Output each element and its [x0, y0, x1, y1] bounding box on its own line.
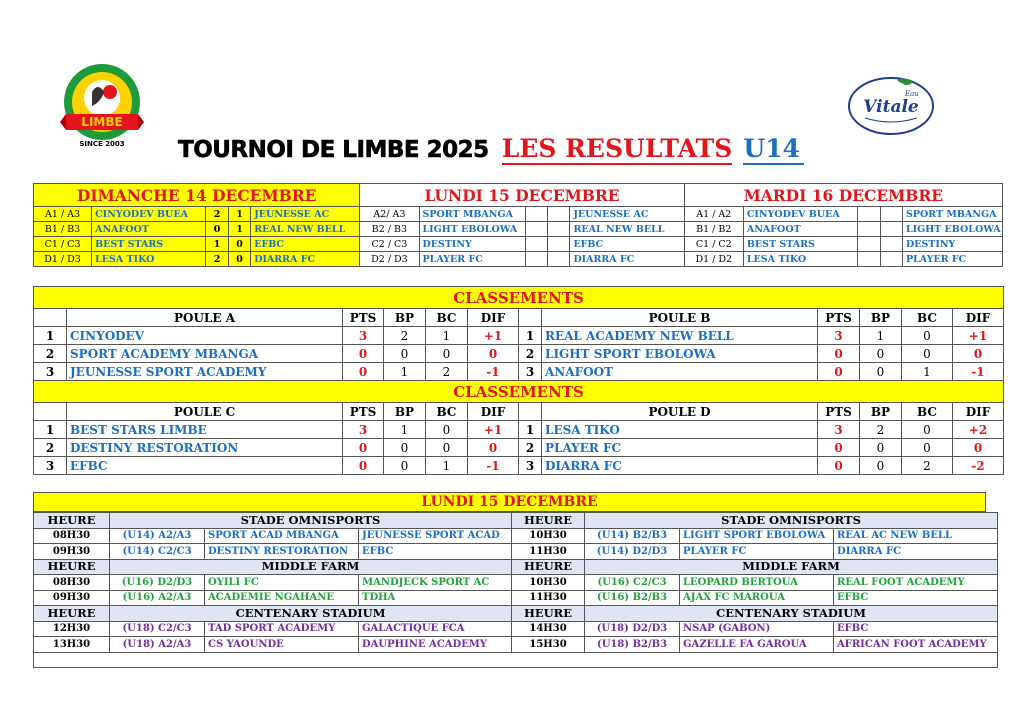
rank: 2: [519, 345, 542, 363]
home-score: 2: [206, 252, 228, 267]
points: 0: [343, 345, 384, 363]
points: 3: [343, 421, 384, 439]
tournament-title: TOURNOI DE LIMBE 2025: [178, 137, 489, 163]
match-time: 14H30: [512, 621, 585, 637]
match-time: 11H30: [512, 544, 585, 560]
away-score-empty: [548, 207, 570, 222]
day-header-tuesday: MARDI 16 DECEMBRE: [684, 184, 1002, 207]
home-team: LIGHT EBOLOWA: [419, 222, 525, 237]
goals-for: 2: [384, 327, 426, 345]
rank: 1: [34, 327, 67, 345]
rank: 2: [519, 439, 542, 457]
away-team: DESTINY: [902, 237, 1002, 252]
match-code: C1 / C2: [684, 237, 743, 252]
away-team: DIARRA FC: [834, 544, 998, 560]
match-code: C1 / C3: [34, 237, 92, 252]
venue-name: CENTENARY STADIUM: [110, 606, 512, 622]
home-score-empty: [525, 222, 547, 237]
away-score-empty: [880, 252, 902, 267]
match-code: B1 / B3: [34, 222, 92, 237]
goals-for: 0: [384, 345, 426, 363]
pts-header: PTS: [343, 309, 384, 327]
rank-header: [34, 403, 67, 421]
venue-name: STADE OMNISPORTS: [585, 513, 998, 529]
home-team: BEST STARS: [92, 237, 206, 252]
rank: 1: [34, 421, 67, 439]
rank: 3: [34, 363, 67, 381]
away-score: 0: [228, 252, 250, 267]
table-row: [34, 363, 1004, 381]
goals-for: 0: [384, 457, 426, 475]
away-team: MANDJECK SPORT AC: [359, 575, 512, 591]
away-team: DAUPHINE ACADEMY: [359, 637, 512, 653]
team-name: LIGHT SPORT EBOLOWA: [542, 345, 818, 363]
points: 0: [818, 363, 860, 381]
match-code: A2/ A3: [360, 207, 419, 222]
points: 0: [818, 345, 860, 363]
match-time: 10H30: [512, 575, 585, 591]
match-code: D1 / D3: [34, 252, 92, 267]
goals-against: 0: [902, 327, 953, 345]
match-time: 09H30: [34, 590, 110, 606]
home-team: NSAP (GABON): [680, 621, 834, 637]
home-score-empty: [858, 252, 880, 267]
goal-difference: -2: [953, 457, 1004, 475]
match-category: (U16) B2/B3: [585, 590, 680, 606]
goals-against: 1: [426, 327, 468, 345]
rank-header: [34, 309, 67, 327]
table-row: [34, 575, 998, 591]
home-team: LEOPARD BERTOUA: [680, 575, 834, 591]
away-team: REAL AC NEW BELL: [834, 528, 998, 544]
bp-header: BP: [860, 403, 902, 421]
results-title: LES RESULTATS: [501, 134, 733, 163]
home-score: 0: [206, 222, 228, 237]
match-category: (U18) D2/D3: [585, 621, 680, 637]
dif-header: DIF: [953, 403, 1004, 421]
team-name: DESTINY RESTORATION: [67, 439, 343, 457]
match-category: (U14) D2/D3: [585, 544, 680, 560]
vitale-water-logo: [845, 72, 937, 138]
home-score-empty: [525, 207, 547, 222]
standings-header-row: [34, 309, 1004, 327]
match-code: C2 / C3: [360, 237, 419, 252]
goal-difference: 0: [468, 345, 519, 363]
match-code: D1 / D2: [684, 252, 743, 267]
svg-text:Eau: Eau: [905, 90, 919, 98]
results-table: [33, 183, 1003, 267]
points: 0: [818, 457, 860, 475]
venue-header-row: [34, 606, 998, 622]
match-category: (U18) B2/B3: [585, 637, 680, 653]
match-category: (U16) D2/D3: [110, 575, 205, 591]
standings-table: [33, 286, 1004, 475]
match-category: (U18) A2/A3: [110, 637, 205, 653]
match-time: 10H30: [512, 528, 585, 544]
heure-header: HEURE: [34, 559, 110, 575]
home-team: CINYODEV BUEA: [92, 207, 206, 222]
goal-difference: 0: [468, 439, 519, 457]
table-row: [34, 544, 998, 560]
goal-difference: 0: [953, 345, 1004, 363]
table-row: [34, 252, 1003, 267]
bc-header: BC: [902, 309, 953, 327]
table-row: [34, 327, 1004, 345]
rank: 3: [34, 457, 67, 475]
match-time: 15H30: [512, 637, 585, 653]
goal-difference: 0: [953, 439, 1004, 457]
away-team: TDHA: [359, 590, 512, 606]
day-header-sunday: DIMANCHE 14 DECEMBRE: [34, 184, 360, 207]
bc-header: BC: [426, 309, 468, 327]
dif-header: DIF: [468, 309, 519, 327]
home-team: PLAYER FC: [680, 544, 834, 560]
home-team: TAD SPORT ACADEMY: [205, 621, 359, 637]
goals-against: 0: [902, 345, 953, 363]
schedule-banner: LUNDI 15 DECEMBRE: [33, 492, 986, 512]
match-time: 08H30: [34, 528, 110, 544]
away-team: EFBC: [251, 237, 360, 252]
goals-for: 0: [860, 439, 902, 457]
heure-header: HEURE: [512, 559, 585, 575]
group-name: POULE B: [542, 309, 818, 327]
away-team: JEUNESSE SPORT ACAD: [359, 528, 512, 544]
table-row: [34, 439, 1004, 457]
home-score-empty: [858, 222, 880, 237]
home-team: SPORT MBANGA: [419, 207, 525, 222]
heure-header: HEURE: [512, 513, 585, 529]
table-row: [34, 421, 1004, 439]
home-score: 2: [206, 207, 228, 222]
points: 3: [818, 327, 860, 345]
goals-against: 0: [902, 439, 953, 457]
home-team: ANAFOOT: [92, 222, 206, 237]
home-team: LESA TIKO: [743, 252, 857, 267]
limbe-tournament-logo: [58, 62, 146, 150]
home-score-empty: [858, 237, 880, 252]
away-team: JEUNESSE AC: [570, 207, 684, 222]
heure-header: HEURE: [34, 606, 110, 622]
table-row: [34, 590, 998, 606]
away-team: EFBC: [359, 544, 512, 560]
goal-difference: +1: [953, 327, 1004, 345]
home-team: CINYODEV BUEA: [743, 207, 857, 222]
goals-for: 1: [860, 327, 902, 345]
match-code: A1 / A3: [34, 207, 92, 222]
match-code: B2 / B3: [360, 222, 419, 237]
empty-cell: [34, 652, 998, 667]
match-time: 08H30: [34, 575, 110, 591]
rank: 2: [34, 439, 67, 457]
match-code: B1 / B2: [684, 222, 743, 237]
points: 0: [818, 439, 860, 457]
team-name: CINYODEV: [67, 327, 343, 345]
away-team: PLAYER FC: [902, 252, 1002, 267]
home-team: BEST STARS: [743, 237, 857, 252]
match-code: A1 / A2: [684, 207, 743, 222]
home-team: LIGHT SPORT EBOLOWA: [680, 528, 834, 544]
team-name: DIARRA FC: [542, 457, 818, 475]
rank: 2: [34, 345, 67, 363]
table-row: [34, 621, 998, 637]
team-name: PLAYER FC: [542, 439, 818, 457]
away-team: LIGHT EBOLOWA: [902, 222, 1002, 237]
goal-difference: +1: [468, 327, 519, 345]
home-team: GAZELLE FA GAROUA: [680, 637, 834, 653]
bc-header: BC: [902, 403, 953, 421]
standings-banner: CLASSEMENTS: [34, 381, 1004, 403]
pts-header: PTS: [343, 403, 384, 421]
goals-against: 0: [426, 439, 468, 457]
team-name: SPORT ACADEMY MBANGA: [67, 345, 343, 363]
away-team: REAL NEW BELL: [570, 222, 684, 237]
away-team: EFBC: [834, 621, 998, 637]
goals-for: 0: [860, 457, 902, 475]
home-team: SPORT ACAD MBANGA: [205, 528, 359, 544]
table-row: [34, 637, 998, 653]
rank: 3: [519, 363, 542, 381]
match-time: 11H30: [512, 590, 585, 606]
dif-header: DIF: [953, 309, 1004, 327]
home-score-empty: [858, 207, 880, 222]
away-team: GALACTIQUE FCA: [359, 621, 512, 637]
points: 3: [818, 421, 860, 439]
category-title: U14: [743, 134, 804, 165]
group-name: POULE A: [67, 309, 343, 327]
team-name: BEST STARS LIMBE: [67, 421, 343, 439]
away-team: SPORT MBANGA: [902, 207, 1002, 222]
table-row: [34, 222, 1003, 237]
team-name: REAL ACADEMY NEW BELL: [542, 327, 818, 345]
away-team: DIARRA FC: [570, 252, 684, 267]
away-team: REAL FOOT ACADEMY: [834, 575, 998, 591]
goals-against: 0: [426, 421, 468, 439]
heure-header: HEURE: [512, 606, 585, 622]
venue-name: CENTENARY STADIUM: [585, 606, 998, 622]
away-team: DIARRA FC: [251, 252, 360, 267]
venue-name: STADE OMNISPORTS: [110, 513, 512, 529]
points: 0: [343, 457, 384, 475]
schedule-table: [33, 512, 998, 668]
home-score-empty: [525, 237, 547, 252]
venue-header-row: [34, 513, 998, 529]
match-code: D2 / D3: [360, 252, 419, 267]
table-row-empty: [34, 652, 998, 667]
home-team: OYILI FC: [205, 575, 359, 591]
match-category: (U16) A2/A3: [110, 590, 205, 606]
goal-difference: -1: [953, 363, 1004, 381]
match-category: (U14) A2/A3: [110, 528, 205, 544]
goals-for: 1: [384, 363, 426, 381]
away-score-empty: [548, 252, 570, 267]
goals-against: 2: [902, 457, 953, 475]
goals-for: 1: [384, 421, 426, 439]
match-time: 12H30: [34, 621, 110, 637]
away-team: EFBC: [570, 237, 684, 252]
rank: 3: [519, 457, 542, 475]
away-score-empty: [548, 237, 570, 252]
home-team: AJAX FC MAROUA: [680, 590, 834, 606]
table-row: [34, 237, 1003, 252]
rank-header: [519, 403, 542, 421]
table-row: [34, 457, 1004, 475]
rank: 1: [519, 421, 542, 439]
away-score: 1: [228, 222, 250, 237]
team-name: ANAFOOT: [542, 363, 818, 381]
group-name: POULE C: [67, 403, 343, 421]
goal-difference: +2: [953, 421, 1004, 439]
away-team: EFBC: [834, 590, 998, 606]
venue-name: MIDDLE FARM: [110, 559, 512, 575]
home-score: 1: [206, 237, 228, 252]
bp-header: BP: [384, 403, 426, 421]
away-team: REAL NEW BELL: [251, 222, 360, 237]
dif-header: DIF: [468, 403, 519, 421]
rank-header: [519, 309, 542, 327]
goals-against: 2: [426, 363, 468, 381]
match-category: (U14) C2/C3: [110, 544, 205, 560]
table-row: [34, 207, 1003, 222]
table-row: [34, 345, 1004, 363]
goals-against: 0: [426, 345, 468, 363]
away-score: 0: [228, 237, 250, 252]
venue-header-row: [34, 559, 998, 575]
away-team: AFRICAN FOOT ACADEMY: [834, 637, 998, 653]
team-name: EFBC: [67, 457, 343, 475]
svg-text:LIMBE: LIMBE: [81, 115, 123, 129]
match-category: (U18) C2/C3: [110, 621, 205, 637]
goal-difference: -1: [468, 363, 519, 381]
home-team: PLAYER FC: [419, 252, 525, 267]
match-category: (U16) C2/C3: [585, 575, 680, 591]
home-team: DESTINY: [419, 237, 525, 252]
points: 3: [343, 327, 384, 345]
match-category: (U14) B2/B3: [585, 528, 680, 544]
home-team: ACADEMIE NGAHANE: [205, 590, 359, 606]
home-team: ANAFOOT: [743, 222, 857, 237]
home-team: LESA TIKO: [92, 252, 206, 267]
day-header-monday: LUNDI 15 DECEMBRE: [360, 184, 684, 207]
goals-for: 0: [860, 345, 902, 363]
goals-for: 0: [384, 439, 426, 457]
svg-text:Vitale: Vitale: [863, 97, 919, 117]
page-title: [178, 134, 804, 168]
pts-header: PTS: [818, 403, 860, 421]
goals-against: 1: [426, 457, 468, 475]
goals-against: 1: [902, 363, 953, 381]
venue-name: MIDDLE FARM: [585, 559, 998, 575]
svg-text:SINCE 2003: SINCE 2003: [79, 140, 125, 148]
table-row: [34, 528, 998, 544]
match-time: 09H30: [34, 544, 110, 560]
goals-against: 0: [902, 421, 953, 439]
bp-header: BP: [384, 309, 426, 327]
away-score-empty: [548, 222, 570, 237]
standings-banner: CLASSEMENTS: [34, 287, 1004, 309]
home-team: DESTINY RESTORATION: [205, 544, 359, 560]
group-name: POULE D: [542, 403, 818, 421]
pts-header: PTS: [818, 309, 860, 327]
standings-header-row: [34, 403, 1004, 421]
away-score-empty: [880, 207, 902, 222]
goals-for: 2: [860, 421, 902, 439]
away-score-empty: [880, 237, 902, 252]
goal-difference: -1: [468, 457, 519, 475]
team-name: JEUNESSE SPORT ACADEMY: [67, 363, 343, 381]
rank: 1: [519, 327, 542, 345]
heure-header: HEURE: [34, 513, 110, 529]
points: 0: [343, 363, 384, 381]
goals-for: 0: [860, 363, 902, 381]
away-score: 1: [228, 207, 250, 222]
bc-header: BC: [426, 403, 468, 421]
home-score-empty: [525, 252, 547, 267]
goal-difference: +1: [468, 421, 519, 439]
home-team: CS YAOUNDE: [205, 637, 359, 653]
match-time: 13H30: [34, 637, 110, 653]
team-name: LESA TIKO: [542, 421, 818, 439]
bp-header: BP: [860, 309, 902, 327]
points: 0: [343, 439, 384, 457]
away-score-empty: [880, 222, 902, 237]
away-team: JEUNESSE AC: [251, 207, 360, 222]
